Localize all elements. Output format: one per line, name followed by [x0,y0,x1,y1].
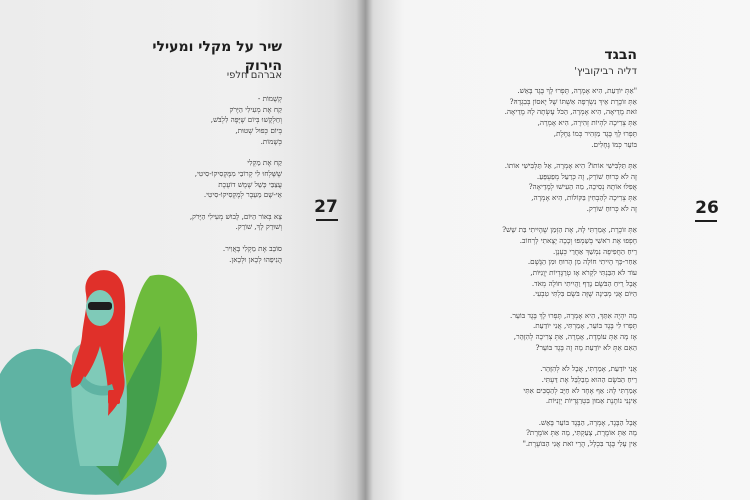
poem-line: חָפְפוּ אֶת רֹאשִׁי בְּשַׁמְפּוּ וְכָכָה יָצָאתִי לָרְחוֹב. [519,235,637,245]
poem-line: הַאִם אַתְּ לֹא יוֹדַעַת מָה זֶה בֶּגֶד בּוֹעֵר? [535,342,637,352]
poem-line: רֵיחַ הַחֲפִיפָה נִמְשַׁךְ אַחֲרַי כְּעָנָן. [553,246,637,256]
page-number-underline [316,219,338,221]
right-poem-author: דליה רביקוביץ' [574,66,637,77]
poem-line: אַתְּ תַּלְבִּישִׁי אוֹתוֹ? הִיא אָמְרָה, אַל תַּלְבִּישִׁי אוֹתוֹ. [504,160,637,170]
poem-line: רֵיחַ הַבֹּשֶׂם הַהוּא מְבַלְבֵּל אֶת דַּעְתִּי. [541,374,637,384]
poem-line: אֲבָל הַבֶּגֶד, אָמְרָה, הַבֶּגֶד בּוֹעֵר בָּאֵשׁ. [538,417,637,427]
poem-line: סוֹבֵב אֶת מַקְלִי בָּאֲוִיר. [222,243,282,253]
poem-line: אֲפִלּוּ אוֹתָהּ נְסִיכָה, מַה הֵעִישׁוּ לְמֶדֵיאָה? [528,182,637,192]
poem-stanza [132,212,282,233]
left-poem-title: שיר על מקלי ומעילי הירוק [152,39,282,74]
poem-line: מָה אַתְּ אוֹמֶרֶת, צָעַקְתִּי, מָה אַתְּ אוֹמֶרֶת? [526,428,637,438]
poem-line: זֶה לֹא כְּרוּחַ שׁוֹרֵק, זֶה כְּרַעַל מְפַעְפֵּעַ. [536,171,637,181]
poem-line: אָמַרְתִּי לָהּ: אַף אֶחָד לֹא חַיָּב לְהַסְכִּים אִתִּי [523,385,637,395]
poem-line: קַח אֶת מְעִילִי הַיָּרֹק [229,104,282,114]
poem-line: קְשָׁמוֹת - [257,94,282,103]
poem-line: תָּפְרוּ לִי בֶּגֶד בּוֹעֵר, אָמַרְתִּי, אֲנִי יוֹדַעַת. [532,321,637,331]
right-page [374,0,750,500]
page-number-right: 26 [695,198,719,218]
poem-line: אֵינֶנִּי נוֹתֶנֶת אֵמוּן בִּטְרַגֶּדְיוֹת יְוָנִיּוֹת. [545,396,637,406]
poem-line: בְּיוֹם כְּפוּל שְׁטוּת, [235,126,282,136]
poem-stanza [407,225,637,300]
poem-line: אֲבָל רֵיחַ הַבֹּשֶׂם נָדַף וַהֲיִיתִי חוֹלָה מְאֹד. [531,278,637,288]
poem-stanza [407,418,637,450]
drink-cup-icon [108,390,120,404]
poem-stanza [407,161,637,215]
poem-line: אַחַר-כָּךְ הָיִיתִי חוֹלָה מִן הָרוּחַ וּמִן הַגֶּשֶׁם. [527,257,637,267]
poem-line: עֲצַבַּי כָּשֵׁל שֶׁמֶשׁ דוֹעֶכֶת [218,179,282,189]
poem-line: אַתְּ צְרִיכָה לְהַבְחִין בַּקּוֹלוֹת, הִיא אָמְרָה, [531,193,637,203]
poem-stanza [407,86,637,150]
poem-line: אַתְּ זוֹכֶרֶת אֵיךְ נִשְׂרְפָה אִשְׁתּוֹ שֶׁל יָאסוֹן בְּבִגְדָהּ? [509,96,637,106]
poem-line: אֲנִי יוֹדַעַת, אָמַרְתִּי, אֲבָל לֹא לְהִזָּהֵר. [540,364,637,374]
poem-stanza [407,311,637,354]
poem-stanza [132,158,282,201]
poem-line: כְּשָׁמוֹת. [260,136,282,146]
page-number-underline [695,220,717,222]
poem-stanza [132,244,282,265]
page-number-left: 27 [314,197,338,217]
poem-line: אַתְּ זוֹכֶרֶת, אָמַרְתִּי לָהּ, אֶת הַזְּמַן שֶׁהָיִיתִי בַּת שֵׁשׁ? [502,225,637,235]
poem-line: זֹאת מֶדֵיאָה, הִיא אָמְרָה, הַכֹּל עָשְׂתָה לָהּ מֶדֵיאָה. [504,107,637,117]
poem-line: תָּפְרוּ לָךְ בֶּגֶד מַזְהִיר כְּמוֹ גַּחֶלֶת, [553,128,637,138]
poem-line: "אַתְּ יוֹדַעַת, הִיא אָמְרָה, תָּפְרוּ לָךְ בֶּגֶד בָּאֵשׁ. [517,86,637,95]
poem-line: הֲנִיפֵהוּ לְכָאן וּלְכָאן. [229,254,282,264]
poem-line: עוֹד לֹא הִבַּנְתִּי לִקְרֹא אָז טְרַגֶּדְיוֹת יְוָנִיּוֹת, [530,267,637,277]
poem-line: שֶׁשָּׁלְחוּ לִי קְרוֹבַי מִמֶּקְסִיקוֹ-סִיטִי, [194,168,282,178]
poem-line: אֵין עָלַי בֶּגֶד בִּכְלָל, הֲרֵי זֹאת אֲנִי הַבּוֹעֶרֶת." [522,439,637,449]
left-poem-author: אברהם חלפי [226,70,282,81]
poem-line: קַח אֶת מַקְלִי [247,158,282,168]
right-poem-body [407,86,637,450]
poem-line: אָז מָה אַתְּ עוֹמֶדֶת, אָמְרָה, אַתְּ צְרִיכָה לְהִזָּהֵר, [513,332,637,342]
poem-line: אַתְּ צְרִיכָה לִהְיוֹת זְהִירָה, הִיא אָמְרָה, [537,118,637,128]
poem-line: וְשׁוּרֵק לָךְ, שׁוֹרֵק. [235,222,282,232]
poem-line: וְחַלְקָשׁוּ בְּיוֹם שֶׁיָּפֶה לִלְבֹּשׁ, [210,115,282,125]
poem-line: אֵי-שָׁם מֵעֵבֶר לְמֶקְסִיקוֹ-סִיטִי. [203,190,282,200]
right-poem-title: הבגד [604,47,637,63]
left-poem-body [132,94,282,265]
left-page [0,0,362,500]
sunglasses [88,302,112,310]
poem-stanza [132,94,282,148]
poem-stanza [407,364,637,407]
poem-line: זֶה לֹא כְּרוּחַ שׁוֹרֵק. [586,203,637,213]
woman-with-red-hair-illustration [0,266,200,500]
poem-line: הַיּוֹם אֲנִי מְבִינָה שֶׁזֶּה בֹּשֶׂם בִּלְתִּי טִבְעִי. [532,289,637,299]
poem-line: בּוֹעֵר כְּמוֹ גֶּחָלִים. [591,139,637,149]
poem-line: צֵא בְּאוֹר הַיּוֹם, לָבוּשׁ מְעִילִי הַיָּרֹק, [189,211,282,221]
poem-line: מָה יִהְיֶה אִתֵּךְ, הִיא אָמְרָה, תָּפְרוּ לָךְ בֶּגֶד בּוֹעֵר. [510,310,637,320]
